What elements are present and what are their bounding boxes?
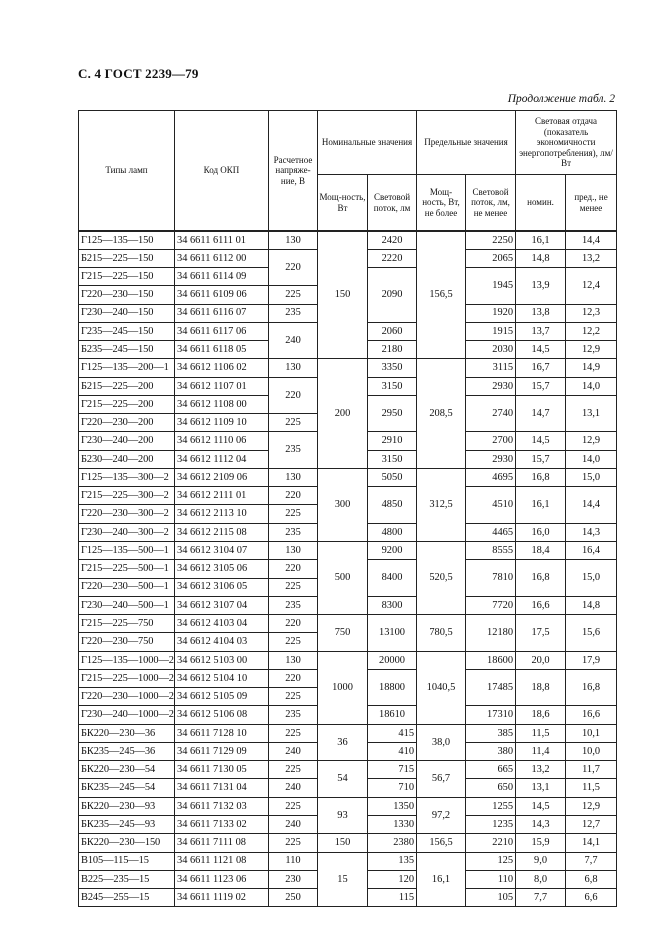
lamp-type: Г215—225—300—2	[79, 487, 175, 505]
header-okp-code: Код ОКП	[175, 111, 269, 232]
limit-flux: 2740	[466, 395, 516, 432]
header-rated-voltage: Расчетное напряже-ние, В	[269, 111, 318, 232]
lamp-type: БК235—245—93	[79, 816, 175, 834]
okp-code: 34 6611 1123 06	[175, 870, 269, 888]
table-row	[79, 359, 617, 377]
table-row	[79, 834, 617, 852]
table-row	[79, 797, 617, 815]
lamp-type: В105—115—15	[79, 852, 175, 870]
okp-code: 34 6612 5103 00	[175, 651, 269, 669]
okp-code: 34 6611 7128 10	[175, 724, 269, 742]
lamp-type: Б215—225—150	[79, 249, 175, 267]
limit-flux: 1920	[466, 304, 516, 322]
lamp-type: Г220—230—200	[79, 414, 175, 432]
efficacy-limit: 11,5	[566, 779, 617, 797]
limit-flux: 1915	[466, 322, 516, 340]
efficacy-limit: 13,1	[566, 395, 617, 432]
header-nominal-values: Номинальные значения	[318, 111, 417, 175]
nominal-power: 750	[318, 615, 368, 652]
rated-voltage: 225	[269, 505, 318, 523]
okp-code: 34 6612 3104 07	[175, 542, 269, 560]
efficacy-limit: 12,3	[566, 304, 617, 322]
header-limit-flux: Световой поток, лм, не менее	[466, 175, 516, 232]
okp-code: 34 6612 4104 03	[175, 633, 269, 651]
efficacy-nominal: 16,7	[516, 359, 566, 377]
nominal-flux: 2950	[368, 395, 417, 432]
limit-flux: 18600	[466, 651, 516, 669]
table-row	[79, 231, 617, 249]
efficacy-nominal: 14,8	[516, 249, 566, 267]
limit-power: 780,5	[417, 615, 466, 652]
limit-flux: 2030	[466, 341, 516, 359]
header-lamp-types: Типы ламп	[79, 111, 175, 232]
nominal-flux: 4800	[368, 523, 417, 541]
okp-code: 34 6612 1108 00	[175, 395, 269, 413]
efficacy-limit: 12,7	[566, 816, 617, 834]
rated-voltage: 225	[269, 724, 318, 742]
nominal-flux: 2060	[368, 322, 417, 340]
lamp-type: Г215—225—750	[79, 615, 175, 633]
efficacy-nominal: 14,7	[516, 395, 566, 432]
okp-code: 34 6611 6112 00	[175, 249, 269, 267]
rated-voltage: 230	[269, 870, 318, 888]
nominal-power: 36	[318, 724, 368, 761]
rated-voltage: 220	[269, 615, 318, 633]
nominal-power: 1000	[318, 651, 368, 724]
okp-code: 34 6612 3106 05	[175, 578, 269, 596]
table-row	[79, 615, 617, 633]
efficacy-nominal: 14,3	[516, 816, 566, 834]
nominal-flux: 135	[368, 852, 417, 870]
efficacy-nominal: 20,0	[516, 651, 566, 669]
limit-flux: 650	[466, 779, 516, 797]
okp-code: 34 6612 2109 06	[175, 468, 269, 486]
rated-voltage: 220	[269, 377, 318, 414]
efficacy-nominal: 16,8	[516, 560, 566, 597]
efficacy-limit: 16,6	[566, 706, 617, 724]
lamp-type: Г230—240—1000—2	[79, 706, 175, 724]
rated-voltage: 240	[269, 742, 318, 760]
okp-code: 34 6611 7132 03	[175, 797, 269, 815]
limit-flux: 665	[466, 761, 516, 779]
rated-voltage: 235	[269, 596, 318, 614]
table-continuation-caption: Продолжение табл. 2	[507, 93, 615, 105]
okp-code: 34 6611 7133 02	[175, 816, 269, 834]
lamp-type: Б230—240—200	[79, 450, 175, 468]
efficacy-nominal: 16,1	[516, 487, 566, 524]
lamp-specifications-table	[78, 110, 617, 907]
table-row	[79, 468, 617, 486]
nominal-flux: 2420	[368, 231, 417, 249]
okp-code: 34 6611 6116 07	[175, 304, 269, 322]
header-efficacy-limit: пред., не менее	[566, 175, 617, 232]
efficacy-nominal: 13,1	[516, 779, 566, 797]
limit-flux: 2930	[466, 450, 516, 468]
nominal-power: 150	[318, 834, 368, 852]
table-row	[79, 724, 617, 742]
rated-voltage: 225	[269, 797, 318, 815]
nominal-flux: 1350	[368, 797, 417, 815]
limit-flux: 1255	[466, 797, 516, 815]
limit-flux: 2930	[466, 377, 516, 395]
efficacy-limit: 15,6	[566, 615, 617, 652]
nominal-flux: 710	[368, 779, 417, 797]
limit-flux: 3115	[466, 359, 516, 377]
nominal-flux: 3150	[368, 450, 417, 468]
efficacy-nominal: 13,7	[516, 322, 566, 340]
nominal-power: 300	[318, 468, 368, 541]
okp-code: 34 6612 1109 10	[175, 414, 269, 432]
okp-code: 34 6611 7131 04	[175, 779, 269, 797]
nominal-flux: 18610	[368, 706, 417, 724]
efficacy-nominal: 18,8	[516, 669, 566, 706]
page-header: С. 4 ГОСТ 2239—79	[78, 66, 199, 81]
okp-code: 34 6612 2113 10	[175, 505, 269, 523]
lamp-type: Г220—230—150	[79, 286, 175, 304]
nominal-flux: 3150	[368, 377, 417, 395]
lamp-type: Г215—225—500—1	[79, 560, 175, 578]
lamp-type: БК220—230—54	[79, 761, 175, 779]
okp-code: 34 6612 4103 04	[175, 615, 269, 633]
rated-voltage: 110	[269, 852, 318, 870]
lamp-type: В245—255—15	[79, 889, 175, 907]
nominal-flux: 2220	[368, 249, 417, 267]
rated-voltage: 235	[269, 304, 318, 322]
okp-code: 34 6612 5105 09	[175, 688, 269, 706]
okp-code: 34 6611 6118 05	[175, 341, 269, 359]
lamp-type: Г125—135—500—1	[79, 542, 175, 560]
okp-code: 34 6611 6111 01	[175, 231, 269, 249]
nominal-flux: 8300	[368, 596, 417, 614]
okp-code: 34 6612 1110 06	[175, 432, 269, 450]
efficacy-limit: 14,1	[566, 834, 617, 852]
rated-voltage: 240	[269, 779, 318, 797]
efficacy-nominal: 16,1	[516, 231, 566, 249]
efficacy-limit: 14,0	[566, 450, 617, 468]
efficacy-nominal: 18,4	[516, 542, 566, 560]
rated-voltage: 220	[269, 249, 318, 286]
efficacy-limit: 10,0	[566, 742, 617, 760]
rated-voltage: 240	[269, 322, 318, 359]
limit-flux: 1235	[466, 816, 516, 834]
limit-flux: 4510	[466, 487, 516, 524]
rated-voltage: 235	[269, 523, 318, 541]
lamp-type: Г215—225—1000—2	[79, 669, 175, 687]
efficacy-nominal: 14,5	[516, 797, 566, 815]
nominal-flux: 2910	[368, 432, 417, 450]
rated-voltage: 225	[269, 286, 318, 304]
efficacy-nominal: 15,7	[516, 450, 566, 468]
lamp-type: БК235—245—54	[79, 779, 175, 797]
rated-voltage: 235	[269, 432, 318, 469]
efficacy-limit: 14,9	[566, 359, 617, 377]
nominal-flux: 120	[368, 870, 417, 888]
efficacy-nominal: 13,8	[516, 304, 566, 322]
header-nominal-power: Мощ-ность, Вт	[318, 175, 368, 232]
okp-code: 34 6612 1112 04	[175, 450, 269, 468]
limit-power: 16,1	[417, 852, 466, 907]
efficacy-limit: 14,8	[566, 596, 617, 614]
limit-flux: 2210	[466, 834, 516, 852]
efficacy-limit: 12,9	[566, 341, 617, 359]
efficacy-nominal: 14,5	[516, 432, 566, 450]
limit-flux: 7720	[466, 596, 516, 614]
efficacy-nominal: 15,7	[516, 377, 566, 395]
okp-code: 34 6611 6114 09	[175, 268, 269, 286]
efficacy-limit: 16,8	[566, 669, 617, 706]
limit-power: 156,5	[417, 834, 466, 852]
limit-flux: 4695	[466, 468, 516, 486]
lamp-type: Г125—135—150	[79, 231, 175, 249]
okp-code: 34 6611 7111 08	[175, 834, 269, 852]
limit-power: 38,0	[417, 724, 466, 761]
nominal-flux: 115	[368, 889, 417, 907]
nominal-power: 500	[318, 542, 368, 615]
nominal-flux: 2380	[368, 834, 417, 852]
efficacy-limit: 10,1	[566, 724, 617, 742]
nominal-flux: 13100	[368, 615, 417, 652]
limit-flux: 8555	[466, 542, 516, 560]
nominal-flux: 18800	[368, 669, 417, 706]
limit-flux: 385	[466, 724, 516, 742]
efficacy-nominal: 13,9	[516, 268, 566, 305]
limit-power: 520,5	[417, 542, 466, 615]
rated-voltage: 225	[269, 761, 318, 779]
nominal-flux: 2180	[368, 341, 417, 359]
limit-flux: 380	[466, 742, 516, 760]
okp-code: 34 6612 3105 06	[175, 560, 269, 578]
nominal-power: 150	[318, 231, 368, 359]
limit-flux: 2250	[466, 231, 516, 249]
efficacy-nominal: 11,5	[516, 724, 566, 742]
efficacy-limit: 15,0	[566, 468, 617, 486]
efficacy-limit: 16,4	[566, 542, 617, 560]
efficacy-limit: 12,2	[566, 322, 617, 340]
okp-code: 34 6611 1121 08	[175, 852, 269, 870]
rated-voltage: 225	[269, 633, 318, 651]
okp-code: 34 6611 1119 02	[175, 889, 269, 907]
efficacy-limit: 14,4	[566, 487, 617, 524]
lamp-type: Г215—225—150	[79, 268, 175, 286]
table-row	[79, 542, 617, 560]
limit-flux: 105	[466, 889, 516, 907]
lamp-type: БК220—230—36	[79, 724, 175, 742]
rated-voltage: 130	[269, 231, 318, 249]
lamp-type: Г230—240—300—2	[79, 523, 175, 541]
rated-voltage: 240	[269, 816, 318, 834]
efficacy-limit: 6,8	[566, 870, 617, 888]
limit-power: 208,5	[417, 359, 466, 469]
nominal-power: 15	[318, 852, 368, 907]
rated-voltage: 220	[269, 560, 318, 578]
nominal-power: 93	[318, 797, 368, 834]
efficacy-limit: 12,4	[566, 268, 617, 305]
lamp-type: Б215—225—200	[79, 377, 175, 395]
lamp-type: Г230—240—200	[79, 432, 175, 450]
rated-voltage: 225	[269, 688, 318, 706]
efficacy-limit: 15,0	[566, 560, 617, 597]
limit-flux: 17310	[466, 706, 516, 724]
limit-flux: 2700	[466, 432, 516, 450]
lamp-type: Г230—240—500—1	[79, 596, 175, 614]
lamp-type: Г230—240—150	[79, 304, 175, 322]
lamp-type: БК235—245—36	[79, 742, 175, 760]
lamp-type: Г220—230—750	[79, 633, 175, 651]
lamp-type: В225—235—15	[79, 870, 175, 888]
efficacy-nominal: 18,6	[516, 706, 566, 724]
efficacy-limit: 11,7	[566, 761, 617, 779]
lamp-type: Г235—245—150	[79, 322, 175, 340]
nominal-flux: 3350	[368, 359, 417, 377]
limit-flux: 4465	[466, 523, 516, 541]
header-limit-power: Мощ-ность, Вт, не более	[417, 175, 466, 232]
efficacy-limit: 12,9	[566, 797, 617, 815]
okp-code: 34 6611 6117 06	[175, 322, 269, 340]
efficacy-nominal: 13,2	[516, 761, 566, 779]
efficacy-limit: 14,0	[566, 377, 617, 395]
table-row	[79, 761, 617, 779]
okp-code: 34 6612 5106 08	[175, 706, 269, 724]
limit-flux: 12180	[466, 615, 516, 652]
lamp-type: Г220—230—500—1	[79, 578, 175, 596]
rated-voltage: 130	[269, 468, 318, 486]
rated-voltage: 250	[269, 889, 318, 907]
efficacy-nominal: 14,5	[516, 341, 566, 359]
limit-power: 97,2	[417, 797, 466, 834]
table-row	[79, 852, 617, 870]
lamp-type: БК220—230—93	[79, 797, 175, 815]
efficacy-nominal: 16,6	[516, 596, 566, 614]
limit-flux: 110	[466, 870, 516, 888]
efficacy-limit: 14,4	[566, 231, 617, 249]
nominal-flux: 715	[368, 761, 417, 779]
header-limit-values: Предельные значения	[417, 111, 516, 175]
lamp-type: БК220—230—150	[79, 834, 175, 852]
nominal-flux: 1330	[368, 816, 417, 834]
lamp-type: Б235—245—150	[79, 341, 175, 359]
limit-power: 1040,5	[417, 651, 466, 724]
okp-code: 34 6612 1107 01	[175, 377, 269, 395]
okp-code: 34 6612 5104 10	[175, 669, 269, 687]
nominal-flux: 2090	[368, 268, 417, 323]
efficacy-limit: 6,6	[566, 889, 617, 907]
rated-voltage: 225	[269, 834, 318, 852]
nominal-flux: 8400	[368, 560, 417, 597]
rated-voltage: 130	[269, 651, 318, 669]
okp-code: 34 6612 2115 08	[175, 523, 269, 541]
lamp-type: Г125—135—200—1	[79, 359, 175, 377]
efficacy-limit: 17,9	[566, 651, 617, 669]
rated-voltage: 225	[269, 578, 318, 596]
limit-flux: 125	[466, 852, 516, 870]
efficacy-nominal: 15,9	[516, 834, 566, 852]
efficacy-nominal: 8,0	[516, 870, 566, 888]
limit-flux: 17485	[466, 669, 516, 706]
okp-code: 34 6611 7129 09	[175, 742, 269, 760]
okp-code: 34 6611 7130 05	[175, 761, 269, 779]
efficacy-nominal: 9,0	[516, 852, 566, 870]
lamp-type: Г215—225—200	[79, 395, 175, 413]
nominal-flux: 9200	[368, 542, 417, 560]
okp-code: 34 6612 1106 02	[175, 359, 269, 377]
limit-flux: 2065	[466, 249, 516, 267]
header-efficacy-nominal: номин.	[516, 175, 566, 232]
rated-voltage: 130	[269, 359, 318, 377]
rated-voltage: 235	[269, 706, 318, 724]
efficacy-nominal: 16,8	[516, 468, 566, 486]
efficacy-limit: 14,3	[566, 523, 617, 541]
efficacy-limit: 12,9	[566, 432, 617, 450]
rated-voltage: 220	[269, 669, 318, 687]
rated-voltage: 130	[269, 542, 318, 560]
efficacy-nominal: 7,7	[516, 889, 566, 907]
lamp-type: Г220—230—300—2	[79, 505, 175, 523]
lamp-type: Г125—135—300—2	[79, 468, 175, 486]
okp-code: 34 6612 3107 04	[175, 596, 269, 614]
limit-flux: 7810	[466, 560, 516, 597]
okp-code: 34 6611 6109 06	[175, 286, 269, 304]
efficacy-nominal: 17,5	[516, 615, 566, 652]
efficacy-nominal: 11,4	[516, 742, 566, 760]
rated-voltage: 225	[269, 414, 318, 432]
rated-voltage: 220	[269, 487, 318, 505]
nominal-flux: 410	[368, 742, 417, 760]
nominal-flux: 415	[368, 724, 417, 742]
nominal-power: 200	[318, 359, 368, 469]
efficacy-nominal: 16,0	[516, 523, 566, 541]
header-nominal-flux: Световой поток, лм	[368, 175, 417, 232]
lamp-type: Г125—135—1000—2	[79, 651, 175, 669]
nominal-power: 54	[318, 761, 368, 798]
limit-power: 56,7	[417, 761, 466, 798]
nominal-flux: 20000	[368, 651, 417, 669]
header-luminous-efficacy: Световая отдача (показатель экономичности энергопотребления), лм/Вт	[516, 111, 617, 175]
lamp-type: Г220—230—1000—2	[79, 688, 175, 706]
okp-code: 34 6612 2111 01	[175, 487, 269, 505]
nominal-flux: 5050	[368, 468, 417, 486]
limit-power: 156,5	[417, 231, 466, 359]
nominal-flux: 4850	[368, 487, 417, 524]
limit-flux: 1945	[466, 268, 516, 305]
efficacy-limit: 13,2	[566, 249, 617, 267]
table-row	[79, 651, 617, 669]
limit-power: 312,5	[417, 468, 466, 541]
efficacy-limit: 7,7	[566, 852, 617, 870]
